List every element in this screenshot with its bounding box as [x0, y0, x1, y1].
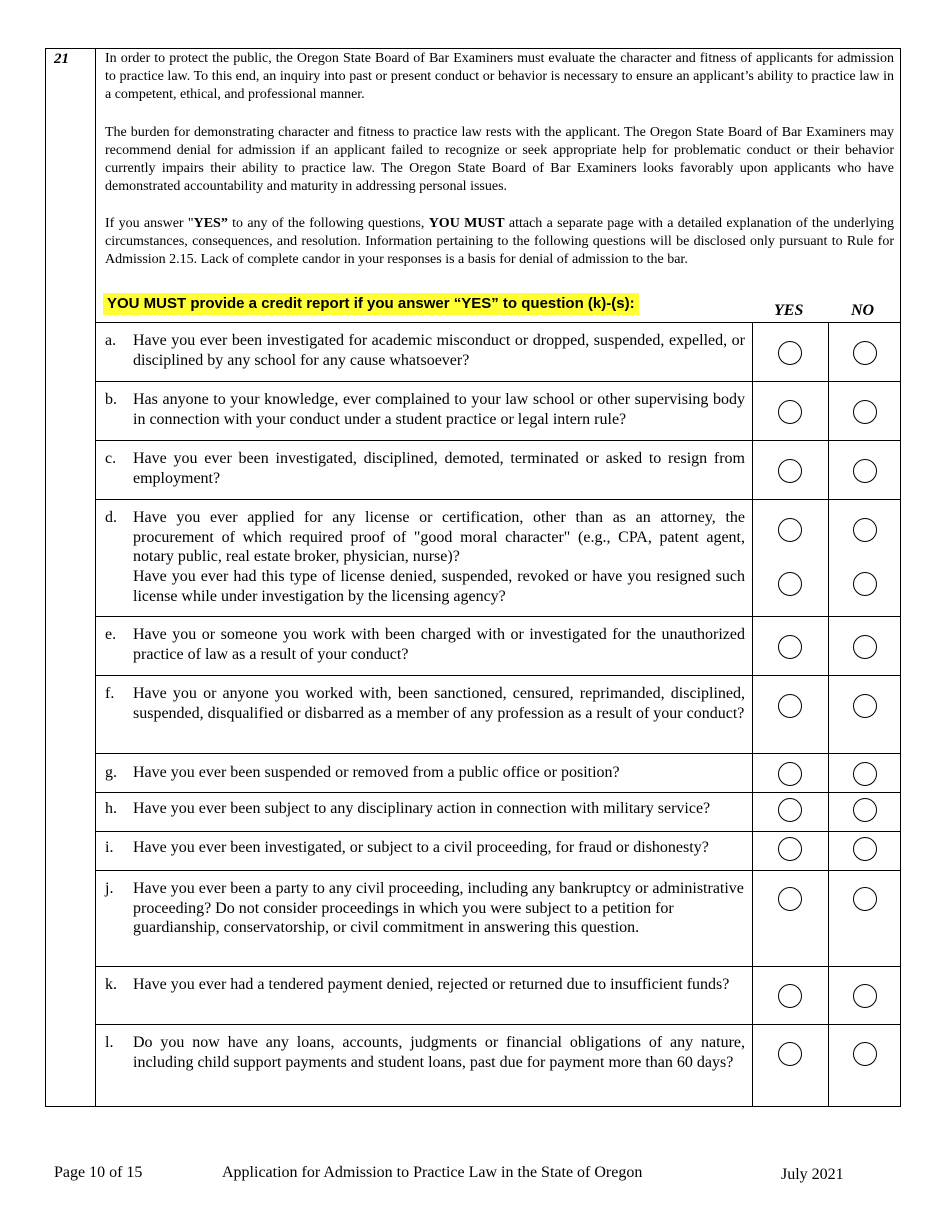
no-radio[interactable]	[853, 837, 877, 861]
question-row	[96, 441, 901, 500]
yes-radio[interactable]	[778, 400, 802, 424]
question-row	[96, 871, 901, 967]
question-text-secondary: Have you ever had this type of license denied, suspended, revoked or have you resigned such license while under investigation by the licensing agency?	[133, 568, 745, 605]
question-letter: a.	[105, 332, 117, 349]
question-row	[96, 323, 901, 382]
question-letter: e.	[105, 626, 117, 643]
footer-date: July 2021	[781, 1166, 844, 1183]
question-text: Have you ever been investigated, or subject to a civil proceeding, for fraud or dishonesty?	[133, 839, 709, 856]
question-table	[96, 322, 901, 1107]
question-21-frame	[45, 48, 901, 1107]
no-radio[interactable]	[853, 635, 877, 659]
credit-report-notice: YOU MUST provide a credit report if you answer “YES” to question (k)-(s):	[103, 293, 639, 315]
question-row	[96, 1025, 901, 1107]
no-radio[interactable]	[853, 400, 877, 424]
footer-title: Application for Admission to Practice Law in the State of Oregon	[222, 1164, 643, 1181]
question-text: Have you ever applied for any license or certification, other than as an attorney, the procurement of which required proof of "good moral character" (e.g., CPA, patent agent, notary public, real estate broker, physician, nurse)?	[133, 509, 745, 565]
intro-p3-part-c: attach a separate page with a detailed explanation of the underlying circumstances, consequences, and resolution. Information pertaining to the following questions will be disclosed only pursuant to Rule for Admission 2.15. Lack of complete candor in your responses is a basis for denial of admission to the bar.	[105, 216, 894, 267]
yes-radio[interactable]	[778, 762, 802, 786]
question-letter: h.	[105, 800, 117, 817]
yes-cell	[753, 871, 829, 966]
question-row	[96, 793, 901, 832]
intro-paragraph-2: The burden for demonstrating character and fitness to practice law rests with the applicant. The Oregon State Board of Bar Examiners may recommend denial for admission if an applicant failed to recognize or seek appropriate help for problematic conduct or their behavior currently impairs their ability to practice law. The Oregon State Board of Bar Examiners looks favorably upon applicants who have demonstrated accountability and maturity in addressing personal issues.	[105, 125, 894, 194]
yes-radio[interactable]	[778, 341, 802, 365]
question-text: Have you or someone you work with been charged with or investigated for the unauthorized practice of law as a result of your conduct?	[133, 626, 745, 663]
question-letter: b.	[105, 391, 117, 408]
intro-p3-must: YOU MUST	[428, 216, 505, 231]
question-letter: d.	[105, 509, 117, 526]
question-row	[96, 832, 901, 871]
intro-p3-yes: YES”	[193, 216, 228, 231]
no-column-header: NO	[851, 302, 875, 319]
question-letter: l.	[105, 1034, 114, 1051]
no-radio[interactable]	[853, 762, 877, 786]
question-letter: j.	[105, 880, 114, 897]
footer-page-number: Page 10 of 15	[54, 1164, 143, 1181]
question-letter: k.	[105, 976, 117, 993]
question-letter: f.	[105, 685, 115, 702]
question-text: Has anyone to your knowledge, ever complained to your law school or other supervising body in connection with your conduct under a student practice or legal intern rule?	[133, 391, 745, 428]
question-row	[96, 754, 901, 793]
no-radio[interactable]	[853, 341, 877, 365]
no-radio[interactable]	[853, 984, 877, 1008]
yes-radio[interactable]	[778, 459, 802, 483]
yes-radio[interactable]	[778, 635, 802, 659]
intro-p3-part-b: to any of the following questions,	[227, 216, 429, 231]
question-number-column	[46, 49, 96, 1106]
question-letter: g.	[105, 764, 117, 781]
yes-radio[interactable]	[778, 837, 802, 861]
yes-radio[interactable]	[778, 1042, 802, 1066]
question-text: Have you ever had a tendered payment denied, rejected or returned due to insufficient funds?	[133, 976, 730, 993]
no-radio[interactable]	[853, 518, 877, 542]
yes-radio[interactable]	[778, 518, 802, 542]
yes-radio[interactable]	[778, 984, 802, 1008]
question-text: Have you ever been suspended or removed from a public office or position?	[133, 764, 620, 781]
yes-radio[interactable]	[778, 572, 802, 596]
question-row	[96, 617, 901, 676]
question-text: Have you or anyone you worked with, been sanctioned, censured, reprimanded, disciplined, suspended, disqualified or disbarred as a member of any profession as a result of your conduct?	[133, 685, 745, 722]
question-row	[96, 500, 901, 617]
question-letter: c.	[105, 450, 117, 467]
question-row	[96, 676, 901, 754]
no-radio[interactable]	[853, 694, 877, 718]
yes-radio[interactable]	[778, 887, 802, 911]
question-row	[96, 382, 901, 441]
yes-column-header: YES	[774, 302, 804, 319]
yes-radio[interactable]	[778, 694, 802, 718]
no-radio[interactable]	[853, 572, 877, 596]
question-text: Have you ever been investigated for academic misconduct or dropped, suspended, expelled, or disciplined by any school for any cause whatsoever?	[133, 332, 745, 369]
question-letter: i.	[105, 839, 114, 856]
question-row	[96, 967, 901, 1025]
yes-radio[interactable]	[778, 798, 802, 822]
no-radio[interactable]	[853, 798, 877, 822]
no-radio[interactable]	[853, 459, 877, 483]
no-radio[interactable]	[853, 887, 877, 911]
intro-p3-part-a: If you answer "	[105, 216, 194, 231]
question-text: Have you ever been subject to any disciplinary action in connection with military service?	[133, 800, 711, 817]
no-radio[interactable]	[853, 1042, 877, 1066]
question-number: 21	[54, 51, 69, 67]
yes-cell	[753, 1025, 829, 1107]
question-text: Do you now have any loans, accounts, judgments or financial obligations of any nature, including child support payments and student loans, past due for payment more than 60 days?	[133, 1034, 745, 1071]
intro-paragraph-1: In order to protect the public, the Oregon State Board of Bar Examiners must evaluate the character and fitness of applicants for admission to practice law. To this end, an inquiry into past or present conduct or behavior is necessary to ensure an applicant’s ability to practice law in a competent, ethical, and professional manner.	[105, 51, 894, 102]
question-text: Have you ever been a party to any civil proceeding, including any bankruptcy or administrative proceeding? Do not consider proceedings in which you were subject to a petition for guardianship, conservatorship, or civil commitment in answering this question.	[133, 880, 744, 936]
intro-paragraph-3	[105, 215, 894, 269]
question-text: Have you ever been investigated, disciplined, demoted, terminated or asked to resign from employment?	[133, 450, 745, 487]
